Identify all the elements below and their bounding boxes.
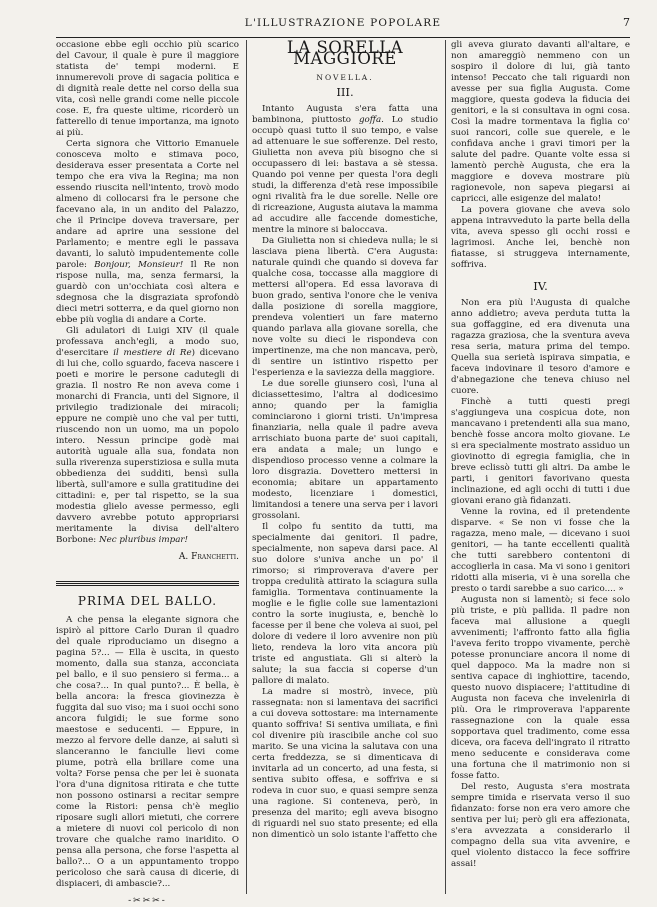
paragraph [252, 104, 438, 236]
text-run: . Lo studio occupò quasi tutto il suo tempo, e valse ad attenuare le sue sofferenze. Del resto, Giulietta non aveva più bisogno che si occupassero di lei: bastava a sè stessa. Quando poi venne per questa l'ora degli studi, la differenza d'età rese impossibile ogni rivalità fra le due sorelle. Nelle ore di ricreazione, Augusta aiutava la mamma ad accudire alle faccende domestiche, mentre la minore si baloccava. [252, 115, 438, 235]
section-title: PRIMA DEL BALLO. [77, 594, 218, 608]
column-divider [445, 40, 446, 894]
motto-italic: Nec pluribus impar! [99, 535, 189, 545]
paragraph: Da Giulietta non si chiedeva nulla; le si lasciava piena libertà. C'era Augusta: naturale quindi che quando si doveva far qualche cosa, toccasse alla maggiore di mettersi all'opera. Ed essa lavorava di buon grado, sentiva l'onore che le veniva dalla posizione di sorella maggiore, prendeva volentieri un fare materno quando parlava alla giovane sorella, che nove volte su dieci le rispondeva con impertinenze, ma che non mancava, però, di sentire un istintivo rispetto per l'esperienza e la saviezza della maggiore. [252, 236, 438, 378]
text-run: ) dicevano di lui che, collo sguardo, faceva nascere i poeti e morire le persone cadutegli di grazia. Il nostro Re non aveva come i monarchi di Francia, unti del Signore, il privilegio tradizionale dei miracoli; eppure ne compiè uno che val per tutti, riuscendo non un uomo, ma un popolo intero. Nessun principe godè mai autorità uguale alla sua, fondata non sulla riverenza superstiziosa e sulla muta obbedienza dei sudditi, bensì sulla libertà, sull'amore e sulla gratitudine dei cittadini: e, per tal rispetto, se la sua modestia glielo avesse permesso, egli davvero avrebbe potuto appropriarsi meritamente la divisa dell'altero Borbone: [56, 348, 240, 545]
column-divider [246, 40, 247, 894]
section-rule [56, 581, 239, 584]
word-italic: goffa [359, 115, 382, 125]
column-1 [56, 40, 240, 906]
quote-italic: Bonjour, Monsieur! [94, 260, 184, 270]
paragraph: Il colpo fu sentito da tutti, ma specialmente dai genitori. Il padre, specialmente, non sapeva darsi pace. Al suo dolore s'univa anche un po' il rimorso; si rimproverava d'avere per troppa credulità attirato la sciagura sulla famiglia. Tormentava continuamente la moglie e le figlie colle sue lamentazioni contro la sorte inugiusta, e, benchè lo facesse per il bene che voleva ai suoi, pel dolore di vedere il loro avvenire non più lieto, rendeva la loro vita ancora più triste ed angustiata. Gli si alterò la salute; la sua faccia si coperse d'un pallore di malato. [252, 522, 438, 686]
paragraph [56, 139, 239, 326]
text-run: Il Re non rispose nulla, ma, senza fermarsi, la guardò con un'occhiata così altera e sdegnosa che la disgraziata sprofondò dieci metri sotterra, e da quel giorno non ebbe più voglia di andare a Corte. [56, 260, 239, 325]
story-subtitle: NOVELLA. [316, 73, 374, 82]
paragraph: occasione ebbe egli occhio più scarico del Cavour, il quale è pure il maggiore statista de' tempi moderni. E innumerevoli prove di sagacia politica e di dignità reale dette nel corso della sua vita, così nelle grandi come nelle piccole cose. E, fra queste ultime, ricorderò un fatterello di tenue importanza, ma ignoto ai più. [56, 40, 239, 138]
chapter-number: IV. [533, 279, 548, 293]
text-run: Intanto Augusta s'era fatta una bambinona, piuttosto [252, 104, 438, 125]
paragraph [56, 326, 239, 546]
chapter-number: III. [336, 85, 354, 99]
paragraph: Le due sorelle giunsero così, l'una al diciassettesimo, l'altra al dodicesimo anno; quando per la famiglia cominciarono i giorni tristi. Un'impresa finanziaria, nella quale il padre aveva arrischiato buona parte de' suoi capitali, era andata a male; un lungo e dispendioso processo venne a colmare la loro disgrazia. Dovettero mettersi in economia; abitare un appartamento modesto, licenziare i domestici, limitandosi a tenere una serva per i lavori grossolani. [252, 379, 438, 521]
signature-text: A. Franchetti. [178, 552, 239, 562]
page-header [56, 14, 630, 38]
paragraph: A che pensa la elegante signora che ispirò al pittore Carlo Duran il quadro del quale riproduciamo un disegno a pagina 5?... — Ella è uscita, in questo momento, dalla sua stanza, acconciata pel ballo, e il suo pensiero si ferma... a che cosa?... In qual punto?... È bella, è bella ancora: la fresca giovinezza è fuggita dal suo viso; ma i suoi occhi sono ancora fulgidi; le sue forme sono maestose e seducenti. — Eppure, in mezzo al fervore delle danze, ai saluti sì slanceranno le fanciulle lievi come piume, potrà ella brillare come una volta? Forse pensa che per lei è suonata l'ora d'una dignitosa ritirata e che tutte non possono ostinarsi a recitar sempre come la Ristori: pensa ch'è meglio riposare sugli allori mietuti, che correre a mietere di nuovi col pericolo di non trovare che qualche ramo inaridito. O pensa alla persona, che forse l'aspetta al ballo?... O a un appuntamento troppo pericoloso che sarà causa di dicerie, di dispiaceri, di ambascie?... [56, 615, 239, 889]
paragraph: gli aveva giurato davanti all'altare, e non amareggiò nemmeno con un sospiro il dolore di lui, già tanto intenso! Peccato che tali riguardi non avesse per sua figlia Augusta. Come maggiore, questa godeva la fiducia dei genitori, e la si consultava in ogni cosa. Così la madre tormentava la figlia co' suoi rancori, colle sue querele, e le confidava anche i gravi timori per la salute del padre. Quante volte essa si lamentò perchè Augusta, che era la maggiore e doveva mostrare più ragionevole, non sapeva piegarsi ai capricci, alle esigenze del malato! [451, 40, 630, 204]
quote-italic: il mestiere di Re [113, 348, 192, 358]
paragraph: Venne la rovina, ed il pretendente disparve. « Se non vi fosse che la ragazza, meno male, — dicevano i suoi genitori, — ha tante eccellenti qualità che tutti sarebbero contentoni di accoglierla in casa. Ma vi sono i genitori ridotti alla miseria, vi è una sorella che presto o tardi sarebbe a suo carico.... » [451, 507, 630, 594]
paragraph: La madre si mostrò, invece, più rassegnata: non si lamentava dei sacrifici a cui doveva sottostare: ma internamente quanto soffriva! Si sentiva umiliata, e finì col divenire più irascibile anche col suo marito. Se una vicina la salutava con una certa freddezza, se si dimenticava di invitarla ad un concerto, ad una festa, si sentiva subito offesa, e soffriva e si rodeva in cuor suo, e quasi sempre senza una ragione. Si conteneva, però, in presenza del marito; egli aveva bisogno di riguardi nel suo stato presente; ed ella non dimenticò un solo istante l'affetto che [252, 687, 438, 840]
text-run: Certa signora che Vittorio Emanuele conosceva molto e stimava poco, desiderava esser presentata a Corte nel tempo che era viva la Regina; ma non essendo riuscita nell'intento, trovò modo almeno di collocarsi fra le persone che facevano ala, in un andito del Palazzo, che il Principe doveva traversare, per andare ad aprire una sessione del Parlamento; e mentre egli le passava davanti, lo salutò impudentemente colle parole: [56, 139, 239, 270]
column-2 [252, 40, 438, 894]
paragraph: Del resto, Augusta s'era mostrata sempre timida e riservata verso il suo fidanzato: forse non era vero amore che sentiva per lui; però gli era affezionata, s'era avvezzata a considerarlo il compagno della sua vita avvenire, e quel violento distacco la fece soffrire assai! [451, 782, 630, 869]
paragraph: Non era più l'Augusta di qualche anno addietro; aveva perduta tutta la sua goffaggine, ed era divenuta una ragazza graziosa, che la sventura aveva resa seria, matura prima del tempo. Quella sua serietà ispirava simpatia, e faceva indovinare il tesoro d'amore e d'abnegazione che teneva chiuso nel cuore. [451, 298, 630, 396]
story-title: LA SORELLA MAGGIORE [286, 38, 404, 68]
page-number: 7 [623, 16, 630, 29]
column-3 [451, 40, 630, 894]
running-title: L'ILLUSTRAZIONE POPOLARE [244, 17, 442, 29]
paragraph: La povera giovane che aveva solo appena intravveduto la parte bella della vita, aveva spesso gli occhi rossi e lagrimosi. Anche lei, benchè non fiatasse, si struggeva internamente, soffriva. [451, 205, 630, 270]
article-signature [56, 552, 239, 563]
ornament: -✂✂✂- [128, 896, 167, 906]
paragraph: Finchè a tutti questi pregi s'aggiungeva una cospicua dote, non mancavano i pretendenti alla sua mano, benchè fosse ancora molto giovane. Le si era specialmente mostrato assiduo un giovinotto di egregia famiglia, che in breve eclissò tutti gli altri. Da ambe le parti, i genitori favorivano questa inclinazione, ed agli occhi di tutti i due giovani erano già fidanzati. [451, 397, 630, 506]
paragraph: Augusta non si lamentò; si fece solo più triste, e più pallida. Il padre non faceva mai allusione a quegli avvenimenti; l'affronto fatto alla figlia l'aveva ferito troppo vivamente, perchè potesse pronunciare ancora il nome di quel dappoco. Ma la madre non si sentiva capace di inghiottire, tacendo, questo nuovo dispiacere; l'attitudine di Augusta non faceva che invelenirla di più. Ora le rimproverava l'apparente rassegnazione con la quale essa sopportava quel tradimento, come essa diceva, ora faceva dell'ingrato il ritratto meno seducente e considerava come una fortuna che il matrimonio non si fosse fatto. [451, 595, 630, 781]
text-run: Gli adulatori di Luigi XIV (il quale professava anch'egli, a modo suo, d'esercitare [56, 326, 239, 358]
section-rule [56, 585, 239, 586]
